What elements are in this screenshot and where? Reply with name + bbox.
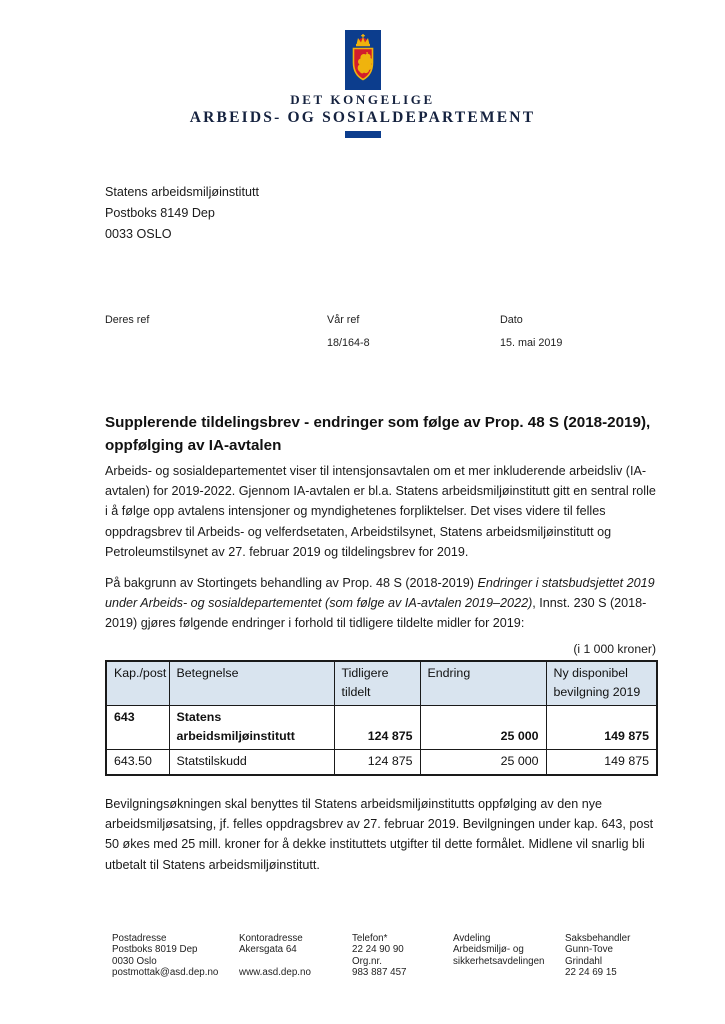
var-ref-column	[327, 314, 370, 349]
letterhead	[0, 30, 725, 138]
recipient-postbox: Postboks 8149 Dep	[105, 206, 215, 220]
footer-email: postmottak@asd.dep.no	[112, 967, 219, 979]
footer-line	[239, 956, 311, 967]
footer-line: Postboks 8019 Dep	[112, 944, 198, 956]
dato-label: Dato	[500, 314, 523, 326]
recipient-address	[105, 182, 259, 245]
paragraph-intro: Arbeids- og sosialdepartementet viser til intensjonsavtalen om et mer inkluderende arbeidsliv (IA-avtalen) for 2019-2022. Gjennom IA-avtalen er bl.a. Statens arbeidsmiljøinstitutt gitt en sentral rolle i å følge opp avtalens intensjoner og myndighetenes forpliktelser. Det vises videre til felles oppdragsbrev til Arbeids- og velferdsetaten, Arbeidstilsynet, Statens arbeidsmiljøinstitutt og Petroleumstilsynet av 27. februar 2019 og tildelingsbrev for 2019.	[105, 464, 656, 559]
footer-line	[453, 967, 545, 978]
var-ref-label: Vår ref	[327, 314, 360, 326]
p2-text-normal1: På bakgrunn av Stortingets behandling av Prop. 48 S (2018-2019)	[105, 576, 478, 590]
paragraph-usage: Bevilgningsøkningen skal benyttes til Statens arbeidsmiljøinstitutts oppfølging av den nye arbeidsmiljøsatsing, jf. felles oppdragsbrev av 27. februar 2019. Bevilgningen under kap. 643, post 50 økes med 25 mill. kroner for å dekke instituttets utgifter til dette formålet. Midlene vil snarlig bli utbetalt til Statens arbeidsmiljøinstitutt.	[105, 797, 654, 872]
table-row-post	[106, 750, 657, 776]
deres-ref-label: Deres ref	[105, 314, 150, 326]
recipient-name: Statens arbeidsmiljøinstitutt	[105, 185, 259, 199]
footer-line: Grindahl	[565, 955, 603, 967]
recipient-city: 0033 OSLO	[105, 227, 172, 241]
header-tidligere-tildelt: Tidligere tildelt	[334, 661, 420, 706]
footer-kontoradresse	[239, 933, 311, 979]
table-header-row	[106, 661, 657, 706]
letterhead-line2: ARBEIDS- OG SOSIALDEPARTEMENT	[189, 109, 536, 126]
cell-ny-bevilgning: 149 875	[546, 750, 657, 776]
paragraph-budget-change	[105, 573, 661, 634]
footer-line: 22 24 90 90	[352, 944, 404, 956]
cell-betegnelse: Statens arbeidsmiljøinstitutt	[169, 706, 334, 750]
footer-line: Org.nr.	[352, 955, 382, 967]
cell-ny-bevilgning: 149 875	[546, 706, 657, 750]
table-row-chapter	[106, 706, 657, 750]
footer-line: 0030 Oslo	[112, 955, 157, 967]
letter-title: Supplerende tildelingsbrev - endringer som følge av Prop. 48 S (2018-2019), oppfølging av IA-avtalen	[105, 414, 651, 454]
cell-endring: 25 000	[420, 706, 546, 750]
footer-line: Arbeidsmiljø- og	[453, 944, 524, 956]
footer-line: Avdeling	[453, 933, 491, 944]
header-betegnelse: Betegnelse	[169, 661, 334, 706]
header-kap-post: Kap./post	[106, 661, 169, 706]
norwegian-royal-coat-of-arms-icon	[348, 34, 378, 88]
footer-postadresse	[112, 933, 218, 979]
deres-ref-column	[105, 314, 149, 337]
footer-saksbehandler	[565, 933, 630, 979]
p2-text-normal2: , Innst. 230 S (2018-2019) gjøres følgende endringer i forhold til tidligere tildelte midler for 2019:	[105, 596, 647, 631]
cell-endring: 25 000	[420, 750, 546, 776]
footer-line: 983 887 457	[352, 967, 407, 979]
footer-line: Postadresse	[112, 933, 167, 944]
dato-value: 15. mai 2019	[500, 337, 563, 349]
cell-kap: 643.50	[106, 750, 169, 776]
footer-line: 22 24 69 15	[565, 967, 617, 979]
header-endring: Endring	[420, 661, 546, 706]
appropriation-table	[105, 660, 658, 776]
table-unit-note: (i 1 000 kroner)	[573, 642, 656, 656]
cell-betegnelse: Statstilskudd	[169, 750, 334, 776]
letterhead-line1: DET KONGELIGE	[290, 92, 435, 107]
footer-website: www.asd.dep.no	[239, 967, 311, 979]
footer-line: Kontoradresse	[239, 933, 303, 944]
coat-of-arms-band	[345, 30, 381, 90]
footer-line: Akersgata 64	[239, 944, 297, 956]
footer-avdeling	[453, 933, 545, 979]
header-ny-disponibel: Ny disponibel bevilgning 2019	[546, 661, 657, 706]
footer-line: sikkerhetsavdelingen	[453, 955, 545, 967]
dato-column	[500, 314, 562, 349]
var-ref-value: 18/164-8	[327, 337, 370, 349]
footer-line: Telefon*	[352, 933, 388, 944]
footer-line: Saksbehandler	[565, 933, 631, 944]
footer-line: Gunn-Tove	[565, 944, 613, 956]
cell-kap: 643	[106, 706, 169, 750]
cell-tidligere: 124 875	[334, 706, 420, 750]
footer-telefon-orgnr	[352, 933, 406, 979]
letterhead-blue-strip	[345, 131, 381, 138]
p2-text-italic: Endringer i statsbudsjettet 2019 under Arbeids- og sosialdepartementet (som følge av IA-avtalen 2019–2022)	[105, 576, 655, 611]
cell-tidligere: 124 875	[334, 750, 420, 776]
